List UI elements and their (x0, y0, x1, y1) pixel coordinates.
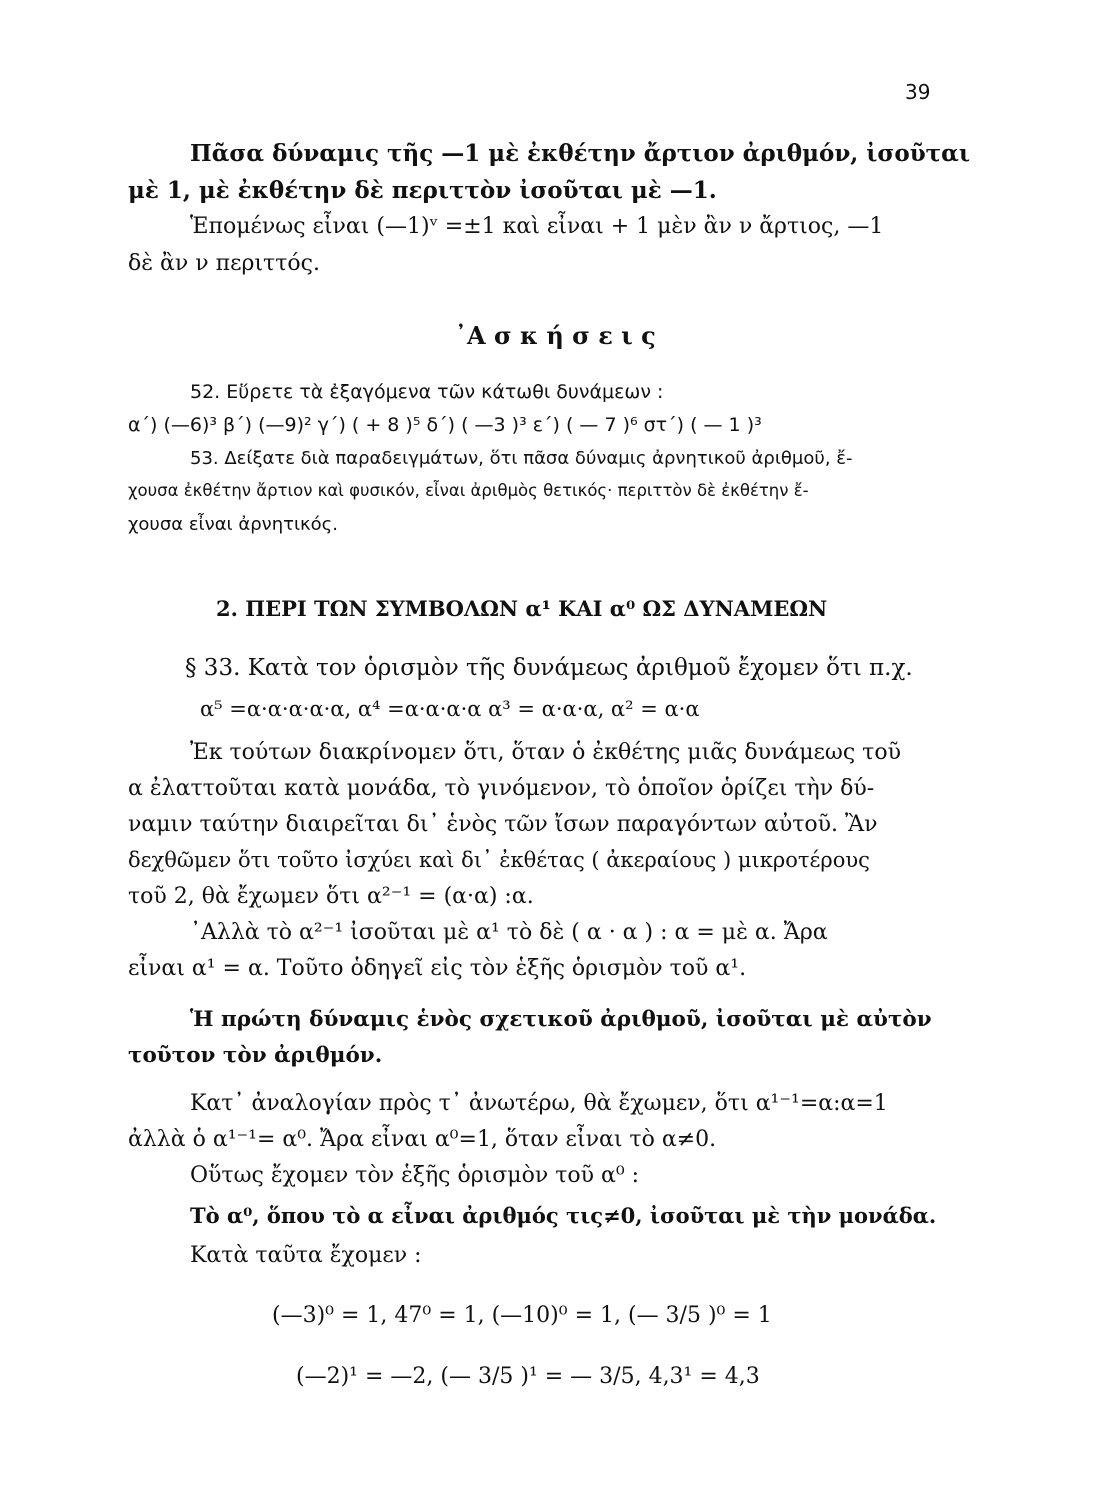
definition-first-power-line-2: τοῦτον τὸν ἀριθμόν. (128, 1043, 383, 1068)
page-number: 39 (905, 80, 931, 104)
accordingly-line: Κατὰ ταῦτα ἔχομεν : (190, 1243, 422, 1268)
definition-zero-power: Τὸ α⁰, ὅπου τὸ α εἶναι ἀριθμός τις≠0, ἰσοῦται μὲ τὴν μονάδα. (190, 1203, 937, 1228)
exercise-53-line-2: χουσα ἐκθέτην ἄρτιον καὶ φυσικόν, εἶναι ἀριθμὸς θετικός· περιττὸν δὲ ἐκθέτην ἔ- (128, 481, 809, 500)
rule-line-2: μὲ 1, μὲ ἐκθέτην δὲ περιττὸν ἰσοῦται μὲ —1. (128, 177, 717, 204)
section-title: 2. ΠΕΡΙ ΤΩΝ ΣΥΜΒΟΛΩΝ α¹ ΚΑΙ α⁰ ΩΣ ΔΥΝΑΜΕΩΝ (216, 596, 828, 621)
paragraph-33-line-1: § 33. Κατὰ τον ὁρισμὸν τῆς δυνάμεως ἀριθμοῦ ἔχομεν ὅτι π.χ. (185, 655, 913, 681)
examples-line-2: (—2)¹ = —2, (— 3/5 )¹ = — 3/5, 4,3¹ = 4,3 (296, 1364, 760, 1389)
body-text-line-7: εἶναι α¹ = α. Τοῦτο ὁδηγεῖ εἰς τὸν ἑξῆς ὁρισμὸν τοῦ α¹. (128, 956, 747, 981)
consequence-line-2: δὲ ἂν ν περιττός. (128, 251, 320, 276)
powers-example: α⁵ =α·α·α·α·α, α⁴ =α·α·α·α α³ = α·α·α, α² = α·α (200, 697, 700, 721)
body-text-line-1: Ἐκ τούτων διακρίνομεν ὅτι, ὅταν ὁ ἐκθέτης μιᾶς δυνάμεως τοῦ (190, 740, 901, 765)
exercise-53-line-1: 53. Δείξατε διὰ παραδειγμάτων, ὅτι πᾶσα δύναμις ἀρνητικοῦ ἀριθμοῦ, ἔ- (190, 448, 853, 469)
body-text-line-2: α ἐλαττοῦται κατὰ μονάδα, τὸ γινόμενον, τὸ ὁποῖον ὁρίζει τὴν δύ- (128, 776, 875, 801)
body-text-line-6: ᾿Αλλὰ τὸ α²⁻¹ ἰσοῦται μὲ α¹ τὸ δὲ ( α · α ) : α = μὲ α. Ἄρα (190, 920, 828, 945)
analogy-line-1: Κατ᾿ ἀναλογίαν πρὸς τ᾿ ἀνωτέρω, θὰ ἔχωμεν, ὅτι α¹⁻¹=α:α=1 (190, 1091, 888, 1116)
consequence-line-1: Ἑπομένως εἶναι (—1)ᵛ =±1 καὶ εἶναι + 1 μὲν ἂν ν ἄρτιος, —1 (190, 214, 884, 239)
exercise-53-line-3: χουσα εἶναι ἀρνητικός. (128, 514, 338, 535)
body-text-line-3: ναμιν ταύτην διαιρεῖται δι᾿ ἑνὸς τῶν ἴσων παραγόντων αὐτοῦ. Ἂν (128, 812, 878, 837)
body-text-line-5: τοῦ 2, θὰ ἔχωμεν ὅτι α²⁻¹ = (α·α) :α. (128, 884, 534, 909)
definition-first-power-line-1: Ἡ πρώτη δύναμις ἑνὸς σχετικοῦ ἀριθμοῦ, ἰσοῦται μὲ αὐτὸν (190, 1007, 932, 1032)
exercise-52-line-1: 52. Εὕρετε τὰ ἐξαγόμενα τῶν κάτωθι δυνάμεων : (190, 381, 664, 403)
examples-line-1: (—3)⁰ = 1, 47⁰ = 1, (—10)⁰ = 1, (— 3/5 )⁰ = 1 (272, 1303, 772, 1328)
body-text-line-4: δεχθῶμεν ὅτι τοῦτο ἰσχύει καὶ δι᾿ ἐκθέτας ( ἀκεραίους ) μικροτέρους (128, 848, 870, 872)
analogy-line-2: ἀλλὰ ὁ α¹⁻¹= α⁰. Ἄρα εἶναι α⁰=1, ὅταν εἶναι τὸ α≠0. (128, 1127, 717, 1152)
analogy-line-3: Οὕτως ἔχομεν τὸν ἑξῆς ὁρισμὸν τοῦ α⁰ : (190, 1163, 640, 1188)
rule-line-1: Πᾶσα δύναμις τῆς —1 μὲ ἐκθέτην ἄρτιον ἀριθμόν, ἰσοῦται (190, 140, 970, 167)
exercise-52-line-2: α΄) (—6)³ β΄) (—9)² γ΄) ( + 8 )⁵ δ΄) ( —3 )³ ε΄) ( — 7 )⁶ στ΄) ( — 1 )³ (128, 414, 762, 436)
exercises-heading: ᾿Α σ κ ή σ ε ι ς (455, 321, 656, 350)
